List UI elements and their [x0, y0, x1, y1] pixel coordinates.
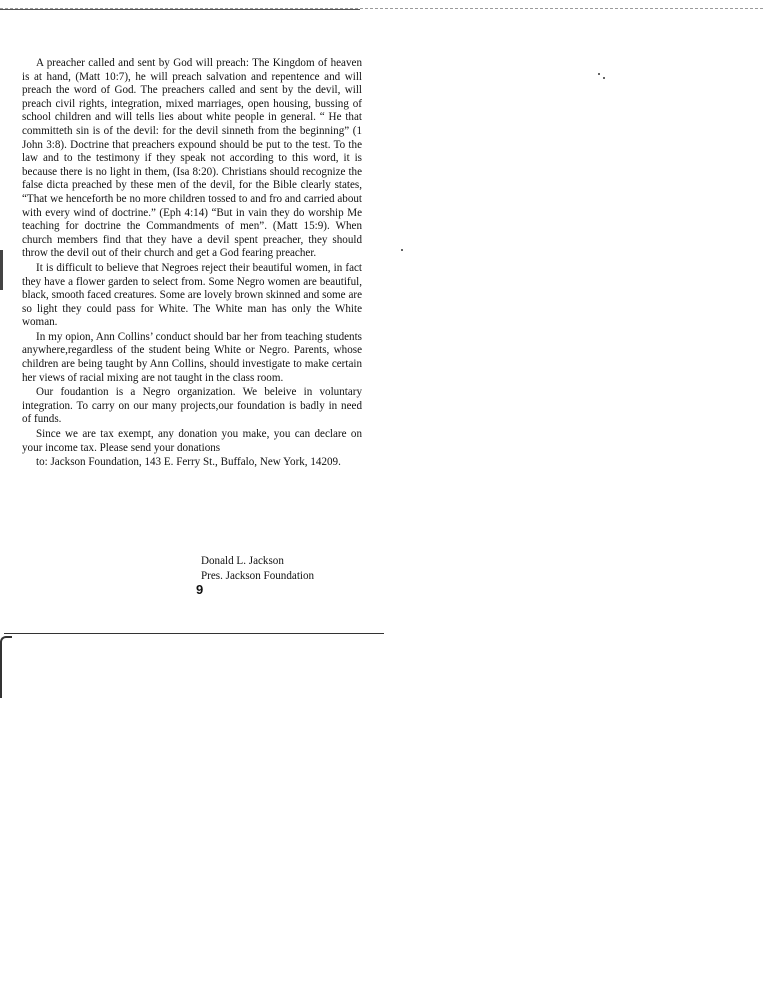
paragraph-ann-collins: In my opion, Ann Collins’ conduct should bar her from teaching students anywhere,regardless of the student being White or Negro. Parents, whose children are being taught by Ann Collins, should investigate to make certain her views of racial mixing are not taught in the class room. [22, 330, 362, 384]
signature-block [201, 554, 314, 584]
binding-edge-mark [0, 250, 3, 290]
signer-name: Donald L. Jackson [201, 555, 284, 567]
mailing-address: to: Jackson Foundation, 143 E. Ferry St., Buffalo, New York, 14209. [36, 456, 341, 469]
page-number: 9 [196, 582, 204, 597]
top-solid-rule [0, 9, 360, 10]
paragraph-preachers: A preacher called and sent by God will preach: The Kingdom of heaven is at hand, (Matt 10:7), he will preach salvation and repentence and will preach the word of God. The preachers called and sent by the devil, will preach civil rights, integration, mixed marriages, open housing, bussing of school children and will tells lies about white people in general. “ He that committeth sin is of the devil: for the devil sinneth from the beginning” (1 John 3:8). Doctrine that preachers expound should be put to the test. To the law and to the testimony if they speak not according to this word, it is because there is no light in them, (Isa 8:20). Christians should recognize the false dicta preached by these men of the devil, for the Bible clearly states, “That we henceforth be no more children tossed to and fro and carried about with every wind of doctrine.” (Eph 4:14) “But in vain they do worship Me teaching for doctrine the Commandments of men”. (Matt 15:9). When church members find that they have a devil spent preacher, they should throw the devil out of their church and get a God fearing preacher. [22, 57, 362, 260]
paragraph-foundation: Our foudantion is a Negro organization. We beleive in voluntary integration. To carry on our many projects,our foundation is badly in need of funds. [22, 386, 362, 426]
paragraph-donations: Since we are tax exempt, any donation you make, you can declare on your income tax. Please send your donations [22, 428, 362, 454]
scan-speck [598, 73, 600, 75]
letter-body [22, 57, 362, 471]
signer-title: Pres. Jackson Foundation [201, 570, 315, 582]
bottom-rule [4, 633, 384, 634]
corner-crop-mark [0, 636, 12, 698]
scan-speck [603, 77, 605, 79]
paragraph-negro-women: It is difficult to believe that Negroes reject their beautiful women, in fact they have a flower garden to select from. Some Negro women are beautiful, black, smooth faced creatures. Some are lovely brown skinned and some are so light they could pass for White. The White man has only the White woman. [22, 261, 362, 329]
scan-speck [401, 249, 403, 251]
